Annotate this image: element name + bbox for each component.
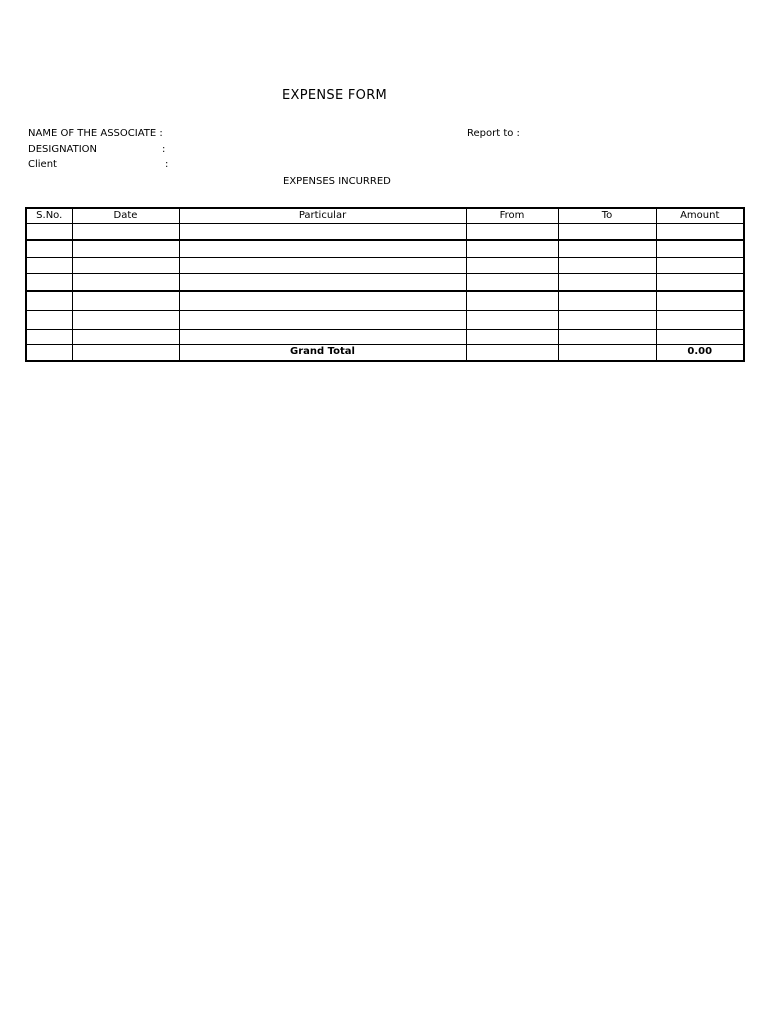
associate-name-label: NAME OF THE ASSOCIATE : (28, 128, 163, 139)
cell-from[interactable] (466, 291, 558, 311)
client-colon: : (165, 159, 169, 170)
cell-date[interactable] (72, 291, 179, 311)
cell-from[interactable] (466, 274, 558, 291)
table-row (26, 330, 744, 345)
client-label: Client (28, 159, 57, 170)
expenses-incurred-heading: EXPENSES INCURRED (283, 176, 391, 187)
cell-amount[interactable] (656, 330, 744, 345)
cell-to[interactable] (558, 311, 656, 330)
expense-table (25, 207, 745, 362)
col-header-to: To (558, 208, 656, 224)
table-row (26, 224, 744, 240)
cell-date[interactable] (72, 330, 179, 345)
col-header-from: From (466, 208, 558, 224)
cell-sno[interactable] (26, 330, 72, 345)
cell-sno[interactable] (26, 258, 72, 274)
total-cell-date (72, 345, 179, 361)
cell-amount[interactable] (656, 291, 744, 311)
table-row (26, 311, 744, 330)
total-cell-to (558, 345, 656, 361)
cell-particular[interactable] (179, 274, 466, 291)
total-cell-from (466, 345, 558, 361)
table-row (26, 258, 744, 274)
col-header-amount: Amount (656, 208, 744, 224)
cell-sno[interactable] (26, 240, 72, 258)
form-title: EXPENSE FORM (282, 88, 388, 103)
table-row (26, 291, 744, 311)
cell-from[interactable] (466, 258, 558, 274)
cell-to[interactable] (558, 274, 656, 291)
cell-sno[interactable] (26, 274, 72, 291)
col-header-date: Date (72, 208, 179, 224)
cell-amount[interactable] (656, 311, 744, 330)
cell-sno[interactable] (26, 224, 72, 240)
cell-particular[interactable] (179, 258, 466, 274)
designation-colon: : (162, 144, 166, 155)
cell-date[interactable] (72, 311, 179, 330)
cell-from[interactable] (466, 330, 558, 345)
report-to-label: Report to : (467, 128, 520, 139)
cell-sno[interactable] (26, 291, 72, 311)
cell-amount[interactable] (656, 274, 744, 291)
cell-to[interactable] (558, 258, 656, 274)
cell-particular[interactable] (179, 330, 466, 345)
col-header-particular: Particular (179, 208, 466, 224)
cell-amount[interactable] (656, 258, 744, 274)
cell-to[interactable] (558, 330, 656, 345)
cell-particular[interactable] (179, 240, 466, 258)
cell-amount[interactable] (656, 240, 744, 258)
cell-to[interactable] (558, 291, 656, 311)
cell-from[interactable] (466, 311, 558, 330)
grand-total-label: Grand Total (179, 345, 466, 361)
total-cell-sno (26, 345, 72, 361)
grand-total-amount: 0.00 (656, 345, 744, 361)
cell-amount[interactable] (656, 224, 744, 240)
col-header-sno: S.No. (26, 208, 72, 224)
cell-date[interactable] (72, 258, 179, 274)
cell-from[interactable] (466, 224, 558, 240)
designation-label: DESIGNATION (28, 144, 98, 155)
table-row (26, 240, 744, 258)
cell-particular[interactable] (179, 291, 466, 311)
cell-from[interactable] (466, 240, 558, 258)
grand-total-row (26, 345, 744, 361)
cell-to[interactable] (558, 224, 656, 240)
cell-date[interactable] (72, 274, 179, 291)
cell-particular[interactable] (179, 224, 466, 240)
cell-particular[interactable] (179, 311, 466, 330)
cell-to[interactable] (558, 240, 656, 258)
table-row (26, 274, 744, 291)
cell-date[interactable] (72, 240, 179, 258)
table-header-row (26, 208, 744, 224)
cell-sno[interactable] (26, 311, 72, 330)
cell-date[interactable] (72, 224, 179, 240)
